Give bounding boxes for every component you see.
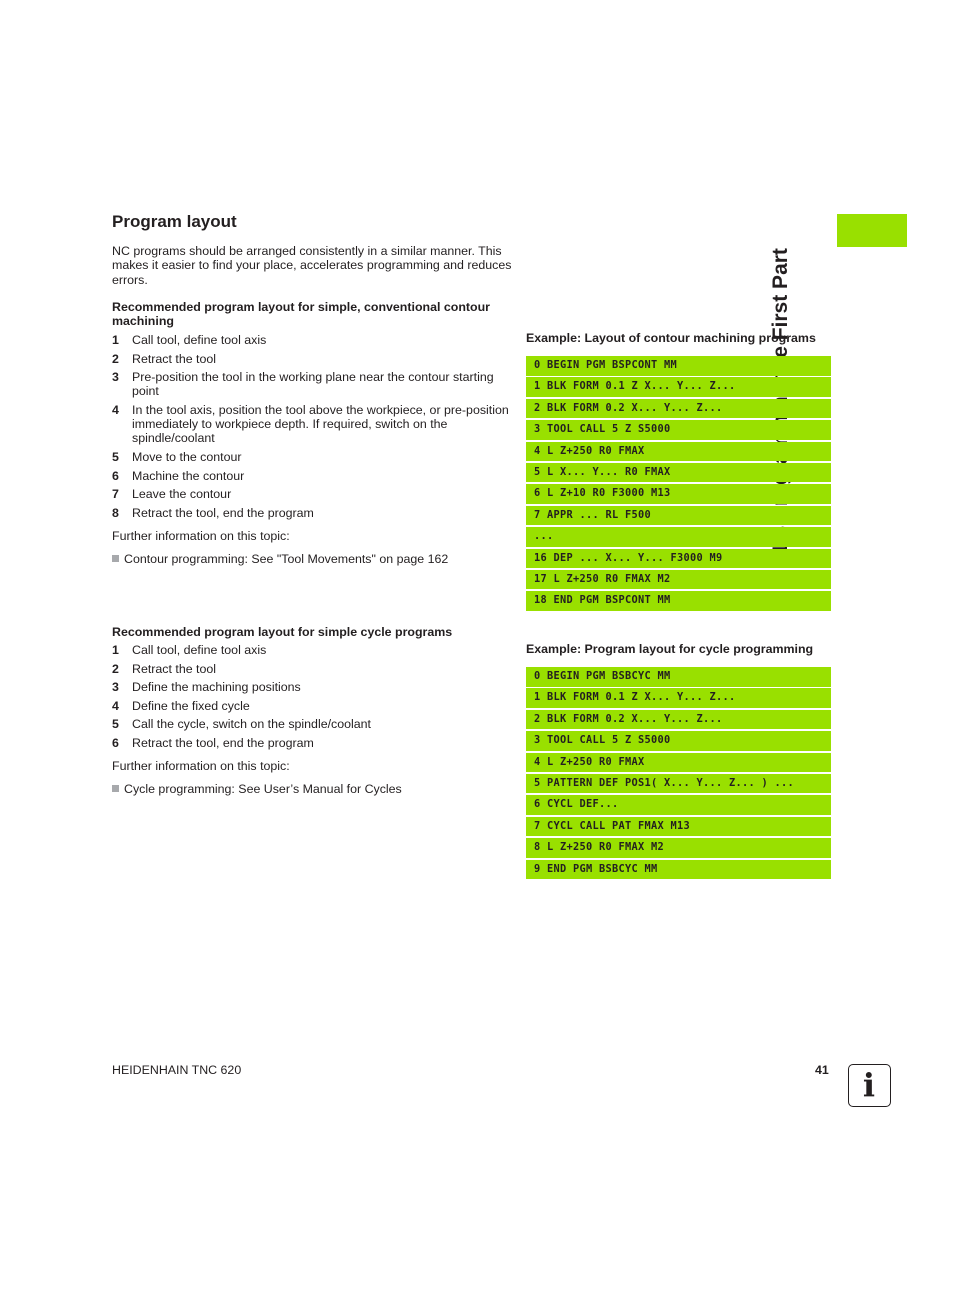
nc-code-line: 3 TOOL CALL 5 Z S5000 <box>526 731 831 751</box>
footer-product: HEIDENHAIN TNC 620 <box>112 1063 242 1077</box>
bullet-square-icon <box>112 555 119 562</box>
nc-code-line: 2 BLK FORM 0.2 X... Y... Z... <box>526 710 831 730</box>
step-number: 5 <box>112 449 119 464</box>
cycle-ref <box>112 782 402 796</box>
step-number: 5 <box>112 717 119 732</box>
cycle-step-item <box>112 662 512 676</box>
nc-code-line: 18 END PGM BSPCONT MM <box>526 591 831 611</box>
contour-step-item <box>112 506 512 520</box>
contour-step-item <box>112 487 512 501</box>
nc-code-line: 5 PATTERN DEF POS1( X... Y... Z... ) ... <box>526 774 831 794</box>
footer-page-number: 41 <box>815 1063 829 1077</box>
step-text: Define the machining positions <box>132 680 301 695</box>
step-text: Move to the contour <box>132 449 242 464</box>
nc-code-line: 2 BLK FORM 0.2 X... Y... Z... <box>526 399 831 419</box>
nc-code-line: 9 END PGM BSBCYC MM <box>526 860 831 880</box>
info-glyph: i <box>862 1066 876 1104</box>
contour-code-listing <box>526 356 831 613</box>
nc-code-line: 7 APPR ... RL F500 <box>526 506 831 526</box>
cycle-step-item <box>112 699 512 713</box>
step-text: Retract the tool, end the program <box>132 735 314 750</box>
cycle-further: Further information on this topic: <box>112 759 290 773</box>
step-text: Retract the tool <box>132 661 217 676</box>
contour-step-item <box>112 352 512 366</box>
section-title: Program layout <box>112 212 237 231</box>
step-number: 4 <box>112 698 119 713</box>
contour-heading: Recommended program layout for simple, conventional contour machining <box>112 300 490 329</box>
step-text: Retract the tool <box>132 351 217 366</box>
step-text: Call the cycle, switch on the spindle/coolant <box>132 717 371 732</box>
info-icon <box>848 1064 891 1107</box>
contour-ref[interactable] <box>112 552 448 566</box>
step-text: Retract the tool, end the program <box>132 505 314 520</box>
step-number: 1 <box>112 333 119 347</box>
contour-ref-text[interactable]: Contour programming: See "Tool Movements" on page 162 <box>124 552 449 566</box>
nc-code-line: 0 BEGIN PGM BSPCONT MM <box>526 356 831 376</box>
step-text: In the tool axis, position the tool above the workpiece, or pre-position immediately to workpiece depth. If required, switch on the spindle/coolant <box>132 402 509 446</box>
cycle-code-listing <box>526 667 831 881</box>
contour-step-item <box>112 370 512 398</box>
nc-code-line: 0 BEGIN PGM BSBCYC MM <box>526 667 831 687</box>
step-number: 3 <box>112 680 119 695</box>
contour-step-item <box>112 403 512 446</box>
cycle-step-item <box>112 680 512 694</box>
step-number: 2 <box>112 661 119 676</box>
nc-code-line: 17 L Z+250 R0 FMAX M2 <box>526 570 831 590</box>
cycle-heading: Recommended program layout for simple cycle programs <box>112 625 453 639</box>
nc-code-line: 16 DEP ... X... Y... F3000 M9 <box>526 549 831 569</box>
nc-code-line: 5 L X... Y... R0 FMAX <box>526 463 831 483</box>
chapter-tab <box>837 214 907 247</box>
step-text: Leave the contour <box>132 487 232 502</box>
contour-steps <box>112 333 512 524</box>
step-number: 6 <box>112 468 119 483</box>
step-text: Call tool, define tool axis <box>132 333 267 347</box>
nc-code-line: 4 L Z+250 R0 FMAX <box>526 442 831 462</box>
nc-code-line: 7 CYCL CALL PAT FMAX M13 <box>526 817 831 837</box>
nc-code-line: 3 TOOL CALL 5 Z S5000 <box>526 420 831 440</box>
step-number: 6 <box>112 735 119 750</box>
step-number: 8 <box>112 505 119 520</box>
bullet-square-icon <box>112 785 119 792</box>
cycle-example-heading: Example: Program layout for cycle programming <box>526 642 814 656</box>
nc-code-line: 6 CYCL DEF... <box>526 795 831 815</box>
contour-step-item <box>112 469 512 483</box>
cycle-ref-text: Cycle programming: See User’s Manual for Cycles <box>124 782 402 796</box>
cycle-step-item <box>112 717 512 731</box>
step-number: 1 <box>112 643 119 657</box>
nc-code-line: 6 L Z+10 R0 F3000 M13 <box>526 484 831 504</box>
step-text: Call tool, define tool axis <box>132 643 267 657</box>
contour-step-item <box>112 333 512 347</box>
step-number: 3 <box>112 370 119 385</box>
cycle-step-item <box>112 643 512 657</box>
step-text: Define the fixed cycle <box>132 698 250 713</box>
nc-code-line: 8 L Z+250 R0 FMAX M2 <box>526 838 831 858</box>
step-text: Pre-position the tool in the working plane near the contour starting point <box>132 370 494 399</box>
step-text: Machine the contour <box>132 468 245 483</box>
nc-code-line: ... <box>526 527 831 547</box>
nc-code-line: 4 L Z+250 R0 FMAX <box>526 753 831 773</box>
nc-code-line: 1 BLK FORM 0.1 Z X... Y... Z... <box>526 688 831 708</box>
cycle-step-item <box>112 736 512 750</box>
step-number: 7 <box>112 487 119 502</box>
contour-step-item <box>112 450 512 464</box>
nc-code-line: 1 BLK FORM 0.1 Z X... Y... Z... <box>526 377 831 397</box>
contour-further: Further information on this topic: <box>112 529 290 543</box>
contour-example-heading: Example: Layout of contour machining programs <box>526 331 816 345</box>
step-number: 4 <box>112 402 119 417</box>
step-number: 2 <box>112 351 119 366</box>
cycle-steps <box>112 643 512 755</box>
section-intro: NC programs should be arranged consistently in a similar manner. This makes it easier to find your place, accelerates programming and reduces errors. <box>112 244 512 287</box>
